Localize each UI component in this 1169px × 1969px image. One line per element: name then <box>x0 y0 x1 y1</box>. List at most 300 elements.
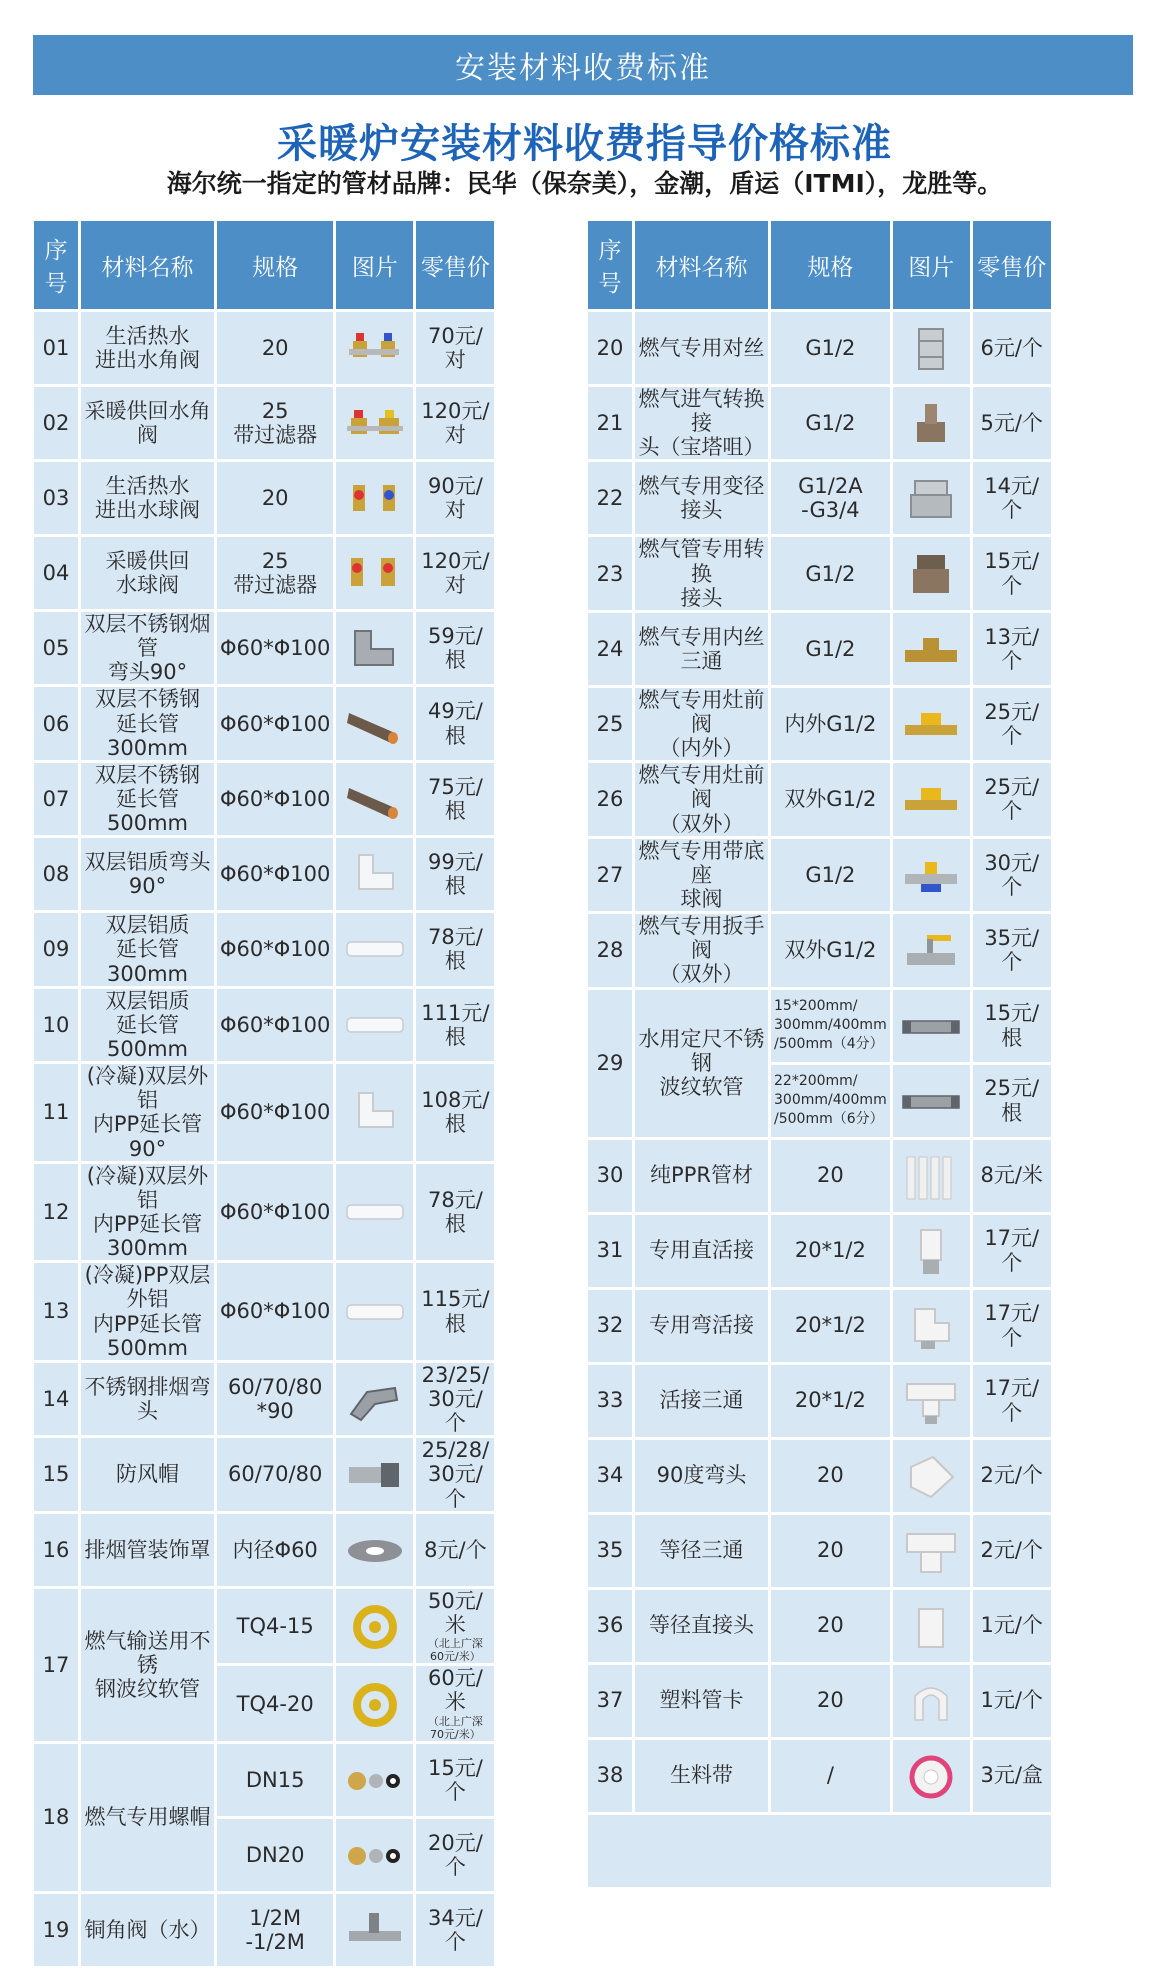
table-row <box>588 387 1051 459</box>
item-name: 燃气专用内丝 三通 <box>635 613 768 685</box>
item-name: (冷凝)双层外铝 内PP延长管90° <box>81 1064 214 1161</box>
item-seq: 16 <box>34 1514 78 1586</box>
item-seq: 32 <box>588 1290 632 1362</box>
item-spec: 25 带过滤器 <box>217 537 333 609</box>
item-seq: 12 <box>34 1164 78 1261</box>
item-price: 34元/个 <box>416 1894 494 1966</box>
product-image <box>893 1065 970 1137</box>
union-tee-icon <box>900 1376 962 1426</box>
item-name: 等径三通 <box>635 1515 768 1587</box>
item-name: 纯PPR管材 <box>635 1140 768 1212</box>
product-image <box>336 1064 413 1161</box>
ppr-tee-icon <box>900 1526 962 1576</box>
item-price: 25元/个 <box>973 688 1051 760</box>
item-seq: 05 <box>34 612 78 684</box>
table-header-row <box>34 221 494 309</box>
header-price: 零售价 <box>416 221 494 309</box>
item-price: 1元/个 <box>973 1665 1051 1737</box>
item-name: 双层不锈钢烟管 弯头90° <box>81 612 214 684</box>
product-image <box>336 1894 413 1966</box>
table-row <box>588 1440 1051 1512</box>
angle-valve-filter-icon <box>344 398 406 448</box>
ptfe-tape-icon <box>900 1751 962 1801</box>
item-spec: 20*1/2 <box>771 1365 890 1437</box>
item-seq: 18 <box>34 1744 78 1891</box>
ball-valve-filter-icon <box>344 548 406 598</box>
ppr-coupling-icon <box>900 1601 962 1651</box>
table-row <box>588 1740 1051 1812</box>
item-price: 30元/个 <box>973 839 1051 911</box>
empty-cell <box>588 1815 1051 1887</box>
product-image <box>336 687 413 759</box>
table-row <box>588 839 1051 911</box>
item-spec: G1/2 <box>771 613 890 685</box>
item-price <box>416 1666 494 1741</box>
table-row <box>588 1515 1051 1587</box>
product-image <box>336 312 413 384</box>
product-image <box>893 312 970 384</box>
header-name: 材料名称 <box>81 221 214 309</box>
item-name: 双层不锈钢 延长管500mm <box>81 763 214 835</box>
item-price: 90元/对 <box>416 462 494 534</box>
item-name: 燃气专用对丝 <box>635 312 768 384</box>
item-seq: 35 <box>588 1515 632 1587</box>
steel-elbow-icon <box>344 623 406 673</box>
item-price: 25元/个 <box>973 763 1051 835</box>
table-row <box>588 1365 1051 1437</box>
item-price: 75元/根 <box>416 763 494 835</box>
item-name: 燃气进气转换接 头（宝塔咀） <box>635 387 768 459</box>
item-name: 90度弯头 <box>635 1440 768 1512</box>
product-image <box>336 1666 413 1741</box>
header-pic: 图片 <box>893 221 970 309</box>
item-price: 111元/根 <box>416 989 494 1061</box>
table-row <box>34 1263 494 1360</box>
reducer-icon <box>900 473 962 523</box>
product-image <box>893 462 970 534</box>
item-seq: 19 <box>34 1894 78 1966</box>
item-spec: G1/2 <box>771 312 890 384</box>
item-price: 3元/盒 <box>973 1740 1051 1812</box>
item-spec: Φ60*Φ100 <box>217 763 333 835</box>
item-spec: 20 <box>771 1515 890 1587</box>
item-spec: 20*1/2 <box>771 1290 890 1362</box>
item-price: 78元/根 <box>416 913 494 985</box>
pipe-clip-icon <box>900 1676 962 1726</box>
item-spec: Φ60*Φ100 <box>217 913 333 985</box>
item-price: 120元/对 <box>416 537 494 609</box>
table-row <box>34 1438 494 1510</box>
item-name: 塑料管卡 <box>635 1665 768 1737</box>
item-seq: 25 <box>588 688 632 760</box>
product-image <box>893 1215 970 1287</box>
adapter-icon <box>900 549 962 599</box>
table-row <box>588 462 1051 534</box>
ppr-pipes-icon <box>900 1151 962 1201</box>
item-price: 20元/个 <box>416 1819 494 1891</box>
item-name: 燃气专用变径 接头 <box>635 462 768 534</box>
price-note: （北上广深 70元/米） <box>427 1714 483 1741</box>
product-image <box>336 1363 413 1435</box>
item-seq: 13 <box>34 1263 78 1360</box>
item-spec: 1/2M -1/2M <box>217 1894 333 1966</box>
product-image <box>893 1140 970 1212</box>
gas-valve-icon <box>900 774 962 824</box>
item-seq: 02 <box>34 387 78 459</box>
table-row <box>34 1514 494 1586</box>
product-image <box>893 763 970 835</box>
item-price: 14元/个 <box>973 462 1051 534</box>
item-spec: 60/70/80 *90 <box>217 1363 333 1435</box>
product-image <box>336 1589 413 1664</box>
item-price: 78元/根 <box>416 1164 494 1261</box>
item-spec: 20 <box>771 1440 890 1512</box>
item-seq: 29 <box>588 990 632 1137</box>
table-row <box>588 537 1051 609</box>
table-row <box>588 1590 1051 1662</box>
item-price: 23/25/ 30元/个 <box>416 1363 494 1435</box>
item-spec: Φ60*Φ100 <box>217 1064 333 1161</box>
item-price: 1元/个 <box>973 1590 1051 1662</box>
item-seq: 37 <box>588 1665 632 1737</box>
product-image <box>336 537 413 609</box>
product-image <box>893 839 970 911</box>
product-image <box>893 1590 970 1662</box>
white-elbow-icon <box>344 1087 406 1137</box>
table-row <box>34 838 494 910</box>
item-spec: Φ60*Φ100 <box>217 612 333 684</box>
table-row <box>34 1589 494 1664</box>
item-price: 25/28/ 30元/个 <box>416 1438 494 1510</box>
item-spec: 20 <box>217 312 333 384</box>
table-row <box>588 1665 1051 1737</box>
product-image <box>893 1290 970 1362</box>
header-seq: 序号 <box>34 221 78 309</box>
item-spec: G1/2A -G3/4 <box>771 462 890 534</box>
nut-set-icon <box>344 1755 406 1805</box>
brand-note: 海尔统一指定的管材品牌：民华（保奈美），金潮，盾运（ITMI），龙胜等。 <box>166 169 1003 198</box>
item-price: 6元/个 <box>973 312 1051 384</box>
item-name: 活接三通 <box>635 1365 768 1437</box>
steel-hose-icon <box>900 1001 962 1051</box>
table-row <box>34 1064 494 1161</box>
product-image <box>893 1365 970 1437</box>
item-spec: DN15 <box>217 1744 333 1816</box>
item-name: 燃气专用灶前阀 （双外） <box>635 763 768 835</box>
item-name: 生活热水 进出水角阀 <box>81 312 214 384</box>
item-price: 108元/根 <box>416 1064 494 1161</box>
item-name: 双层铝质弯头90° <box>81 838 214 910</box>
item-spec: 内径Φ60 <box>217 1514 333 1586</box>
item-seq: 28 <box>588 914 632 986</box>
table-row <box>588 990 1051 1062</box>
ball-valve-pair-icon <box>344 473 406 523</box>
item-price: 2元/个 <box>973 1515 1051 1587</box>
item-name: 双层铝质 延长管300mm <box>81 913 214 985</box>
item-price: 15元/根 <box>973 990 1051 1062</box>
product-image <box>336 913 413 985</box>
elbow-union-icon <box>900 1301 962 1351</box>
item-seq: 08 <box>34 838 78 910</box>
table-header-row <box>588 221 1051 309</box>
item-name: 生料带 <box>635 1740 768 1812</box>
item-price: 49元/根 <box>416 687 494 759</box>
item-seq: 21 <box>588 387 632 459</box>
item-seq: 20 <box>588 312 632 384</box>
table-row <box>34 913 494 985</box>
item-seq: 06 <box>34 687 78 759</box>
header-name: 材料名称 <box>635 221 768 309</box>
item-name: 生活热水 进出水球阀 <box>81 462 214 534</box>
item-name: 采暖供回水角阀 <box>81 387 214 459</box>
gas-hose-icon <box>344 1601 406 1651</box>
product-image <box>893 990 970 1062</box>
item-spec: 20 <box>771 1665 890 1737</box>
item-price: 35元/个 <box>973 914 1051 986</box>
product-image <box>893 387 970 459</box>
item-name: 排烟管装饰罩 <box>81 1514 214 1586</box>
lever-valve-icon <box>900 925 962 975</box>
item-seq: 33 <box>588 1365 632 1437</box>
item-name: (冷凝)PP双层外铝 内PP延长管500mm <box>81 1263 214 1360</box>
item-spec: Φ60*Φ100 <box>217 989 333 1061</box>
product-image <box>336 1164 413 1261</box>
header-spec: 规格 <box>771 221 890 309</box>
item-name: 双层铝质 延长管500mm <box>81 989 214 1061</box>
product-image <box>893 537 970 609</box>
table-row <box>588 613 1051 685</box>
item-seq: 26 <box>588 763 632 835</box>
item-name: 燃气专用螺帽 <box>81 1744 214 1891</box>
header-pic: 图片 <box>336 221 413 309</box>
item-spec: 20 <box>771 1140 890 1212</box>
item-seq: 30 <box>588 1140 632 1212</box>
item-seq: 31 <box>588 1215 632 1287</box>
table-row <box>588 312 1051 384</box>
item-seq: 03 <box>34 462 78 534</box>
item-seq: 24 <box>588 613 632 685</box>
product-image <box>336 612 413 684</box>
hose-barb-icon <box>900 398 962 448</box>
item-seq: 23 <box>588 537 632 609</box>
white-pipe-icon <box>344 1287 406 1337</box>
table-row <box>588 1140 1051 1212</box>
item-name: 等径直接头 <box>635 1590 768 1662</box>
item-spec: TQ4-15 <box>217 1589 333 1664</box>
item-spec: 内外G1/2 <box>771 688 890 760</box>
banner-title: 安装材料收费标准 <box>33 35 1133 95</box>
item-price: 15元/个 <box>416 1744 494 1816</box>
item-spec: 20 <box>217 462 333 534</box>
item-price: 2元/个 <box>973 1440 1051 1512</box>
table-row <box>34 312 494 384</box>
item-seq: 27 <box>588 839 632 911</box>
table-row <box>34 462 494 534</box>
nut-set-icon <box>344 1830 406 1880</box>
price-table-left <box>31 218 497 1969</box>
product-image <box>893 1740 970 1812</box>
brass-tee-icon <box>900 624 962 674</box>
price-table-right <box>585 218 1054 1890</box>
item-spec: G1/2 <box>771 387 890 459</box>
product-image <box>893 1515 970 1587</box>
item-seq: 34 <box>588 1440 632 1512</box>
ppr-elbow-icon <box>900 1451 962 1501</box>
straight-union-icon <box>900 1226 962 1276</box>
item-name: 燃气专用扳手阀 （双外） <box>635 914 768 986</box>
item-seq: 07 <box>34 763 78 835</box>
item-seq: 14 <box>34 1363 78 1435</box>
page-title: 采暖炉安装材料收费指导价格标准 <box>277 121 892 167</box>
table-row <box>34 1164 494 1261</box>
item-spec: 20 <box>771 1590 890 1662</box>
product-image <box>893 613 970 685</box>
item-spec: Φ60*Φ100 <box>217 687 333 759</box>
item-seq: 22 <box>588 462 632 534</box>
angle-valve-pair-icon <box>344 323 406 373</box>
item-spec: G1/2 <box>771 839 890 911</box>
table-row <box>588 763 1051 835</box>
product-image <box>336 838 413 910</box>
item-seq: 11 <box>34 1064 78 1161</box>
product-image <box>893 688 970 760</box>
item-spec: 15*200mm/ 300mm/400mm /500mm（4分） <box>771 990 890 1062</box>
product-image <box>336 1514 413 1586</box>
item-seq: 09 <box>34 913 78 985</box>
product-image <box>336 989 413 1061</box>
item-seq: 01 <box>34 312 78 384</box>
item-price: 8元/个 <box>416 1514 494 1586</box>
table-row <box>588 1290 1051 1362</box>
gas-valve-icon <box>900 699 962 749</box>
base-ball-valve-icon <box>900 850 962 900</box>
table-row <box>34 387 494 459</box>
table-row <box>588 688 1051 760</box>
product-image <box>336 1438 413 1510</box>
header-price: 零售价 <box>973 221 1051 309</box>
table-row <box>588 914 1051 986</box>
item-spec: 双外G1/2 <box>771 763 890 835</box>
item-name: 铜角阀（水） <box>81 1894 214 1966</box>
header-seq: 序号 <box>588 221 632 309</box>
wind-cap-icon <box>344 1449 406 1499</box>
item-spec: 22*200mm/ 300mm/400mm /500mm（6分） <box>771 1065 890 1137</box>
table-row <box>34 1894 494 1966</box>
item-price: 25元/根 <box>973 1065 1051 1137</box>
white-pipe-icon <box>344 1000 406 1050</box>
item-price: 13元/个 <box>973 613 1051 685</box>
item-name: 燃气专用灶前阀 （内外） <box>635 688 768 760</box>
item-seq: 36 <box>588 1590 632 1662</box>
item-seq: 38 <box>588 1740 632 1812</box>
item-name: 防风帽 <box>81 1438 214 1510</box>
item-spec: DN20 <box>217 1819 333 1891</box>
item-spec: Φ60*Φ100 <box>217 1263 333 1360</box>
flue-elbow-icon <box>344 1374 406 1424</box>
gas-hose-icon <box>344 1679 406 1729</box>
item-spec: 25 带过滤器 <box>217 387 333 459</box>
product-image <box>336 387 413 459</box>
item-name: 燃气输送用不锈 钢波纹软管 <box>81 1589 214 1741</box>
item-price: 115元/根 <box>416 1263 494 1360</box>
table-row-empty <box>588 1815 1051 1887</box>
product-image <box>893 1665 970 1737</box>
item-spec: Φ60*Φ100 <box>217 838 333 910</box>
item-name: 水用定尺不锈钢 波纹软管 <box>635 990 768 1137</box>
item-spec: 60/70/80 <box>217 1438 333 1510</box>
item-seq: 10 <box>34 989 78 1061</box>
item-name: (冷凝)双层外铝 内PP延长管300mm <box>81 1164 214 1261</box>
product-image <box>336 462 413 534</box>
item-name: 不锈钢排烟弯头 <box>81 1363 214 1435</box>
item-price: 5元/个 <box>973 387 1051 459</box>
item-price: 120元/对 <box>416 387 494 459</box>
white-pipe-icon <box>344 1187 406 1237</box>
header-spec: 规格 <box>217 221 333 309</box>
white-pipe-icon <box>344 924 406 974</box>
table-row <box>34 537 494 609</box>
table-row <box>34 763 494 835</box>
item-price: 15元/个 <box>973 537 1051 609</box>
table-row <box>34 1363 494 1435</box>
item-name: 燃气管专用转换 接头 <box>635 537 768 609</box>
table-row <box>34 612 494 684</box>
table-row <box>34 1744 494 1816</box>
item-spec: / <box>771 1740 890 1812</box>
item-spec: Φ60*Φ100 <box>217 1164 333 1261</box>
item-name: 燃气专用带底座 球阀 <box>635 839 768 911</box>
price-note: （北上广深 60元/米） <box>427 1636 483 1664</box>
nipple-icon <box>900 323 962 373</box>
item-spec: TQ4-20 <box>217 1666 333 1741</box>
item-spec: 20*1/2 <box>771 1215 890 1287</box>
product-image <box>336 1263 413 1360</box>
item-name: 双层不锈钢 延长管300mm <box>81 687 214 759</box>
item-name: 专用弯活接 <box>635 1290 768 1362</box>
table-row <box>588 1215 1051 1287</box>
copper-angle-valve-icon <box>344 1905 406 1955</box>
item-seq: 15 <box>34 1438 78 1510</box>
steel-pipe-icon <box>344 699 406 749</box>
item-price <box>416 1589 494 1664</box>
steel-hose-icon <box>900 1076 962 1126</box>
product-image <box>336 1819 413 1891</box>
table-row <box>34 989 494 1061</box>
item-price: 17元/个 <box>973 1215 1051 1287</box>
white-elbow-icon <box>344 849 406 899</box>
item-price: 70元/对 <box>416 312 494 384</box>
price-value: 60元/米 <box>427 1666 483 1715</box>
item-seq: 04 <box>34 537 78 609</box>
product-image <box>893 914 970 986</box>
steel-pipe-icon <box>344 774 406 824</box>
item-price: 8元/米 <box>973 1140 1051 1212</box>
product-image <box>336 763 413 835</box>
item-price: 17元/个 <box>973 1290 1051 1362</box>
item-spec: 双外G1/2 <box>771 914 890 986</box>
product-image <box>893 1440 970 1512</box>
cover-ring-icon <box>344 1525 406 1575</box>
item-spec: G1/2 <box>771 537 890 609</box>
item-name: 采暖供回 水球阀 <box>81 537 214 609</box>
item-seq: 17 <box>34 1589 78 1741</box>
item-price: 99元/根 <box>416 838 494 910</box>
item-price: 59元/根 <box>416 612 494 684</box>
item-price: 17元/个 <box>973 1365 1051 1437</box>
price-value: 50元/米 <box>427 1588 483 1637</box>
product-image <box>336 1744 413 1816</box>
table-row <box>34 687 494 759</box>
